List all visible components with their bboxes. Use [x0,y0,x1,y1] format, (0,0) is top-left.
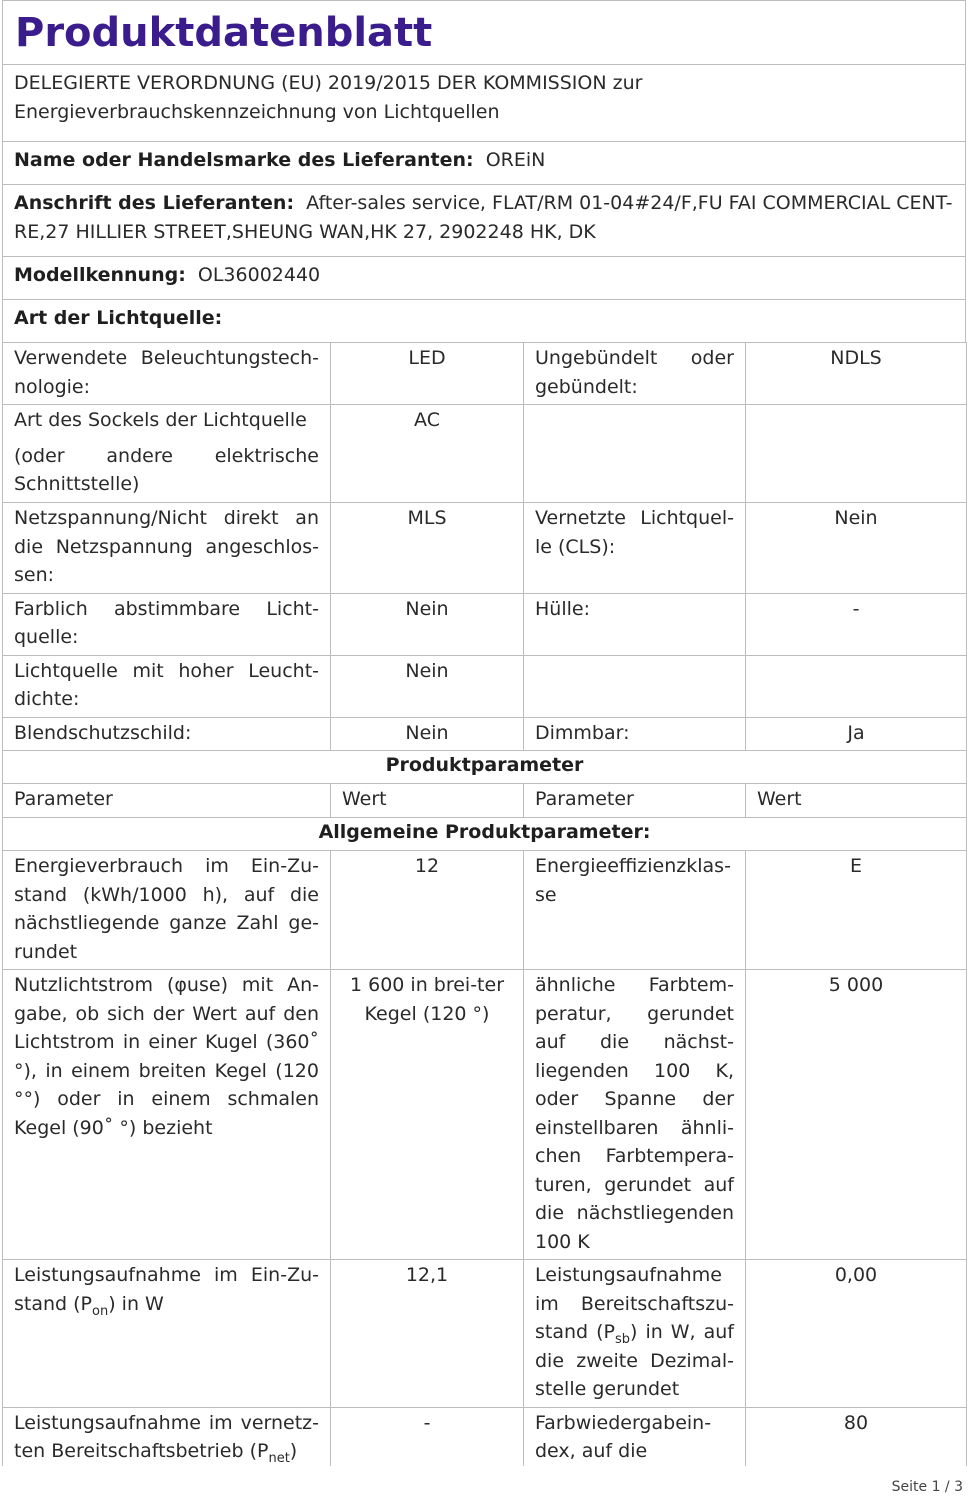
light-source-type-label: Art der Lichtquelle: [14,307,223,329]
section-header-row [3,818,967,851]
supplier-address-label: Anschrift des Lieferanten: [14,192,295,214]
supplier-address-line-2: RE,27 HILLIER STREET,SHEUNG WAN,HK 27, 2902248 HK, DK [14,220,596,243]
supplier-name-label: Name oder Handelsmarke des Lieferanten: [14,149,474,171]
value-cell: Nein [331,593,524,655]
value-cell: Nein [746,503,967,594]
regulation-line-1: DELEGIERTE VERORDNUNG (EU) 2019/2015 DER KOMMISSION zur [14,72,643,94]
param-subscript: sb [614,1331,631,1347]
type-table [2,342,967,1488]
table-row [3,717,967,751]
value-cell: MLS [331,503,524,594]
table-row [3,655,967,717]
param-cell: Lichtquelle mit hoher Leucht-dichte: [3,655,331,717]
product-params-header: Produktparameter [3,751,967,784]
regulation-line-2: Energieverbrauchskennzeichnung von Lichtquellen [14,100,500,123]
value-cell: 12,1 [331,1260,524,1408]
value-cell: AC [331,405,524,503]
table-row [3,851,967,970]
param-cell: Blendschutzschild: [3,717,331,751]
param-cell: Energieverbrauch im Ein-Zu-stand (kWh/1000 h), auf die nächstliegende ganze Zahl ge-rundet [3,851,331,970]
param-text: ) in W, auf die zweite Dezimal-stelle gerundet [535,1321,734,1400]
param-cell [524,1260,746,1408]
param-cell: Verwendete Beleuchtungstech-nologie: [3,343,331,405]
model-row [2,256,966,299]
value-cell: 5 000 [746,970,967,1260]
param-text: Leistungsaufnahme im Bereitschaftszu-stand (P [535,1264,734,1343]
supplier-name-value: OREiN [485,149,546,171]
param-text: ) in W [108,1292,164,1315]
value-cell [746,655,967,717]
param-cell [524,655,746,717]
table-row [3,1260,967,1408]
page-number: Seite 1 / 3 [891,1479,963,1495]
param-cell: Farblich abstimmbare Licht-quelle: [3,593,331,655]
param-subscript: net [268,1450,290,1466]
param-cell [524,405,746,503]
value-cell: NDLS [746,343,967,405]
param-cell: Dimmbar: [524,717,746,751]
table-row [3,503,967,594]
param-text: ) [289,1440,298,1462]
model-value: OL36002440 [197,264,321,286]
param-cell: Farbwiedergabein-dex, auf die [524,1407,746,1487]
column-header-param: Parameter [3,784,331,818]
column-header-value-2: Wert [746,784,967,818]
supplier-address-line-1: After-sales service, FLAT/RM 01-04#24/F,FU FAI COMMERCIAL CENT- [306,192,953,214]
value-cell: - [331,1407,524,1487]
section-header-row [3,751,967,784]
param-cell: Vernetzte Lichtquel-le (CLS): [524,503,746,594]
data-sheet [2,0,966,1488]
regulation-row [2,64,966,141]
general-params-header: Allgemeine Produktparameter: [3,818,967,851]
value-cell: 1 600 in brei-ter Kegel (120 °) [331,970,524,1260]
value-cell: - [746,593,967,655]
table-row [3,593,967,655]
supplier-address-row [2,184,966,256]
param-cell: Hülle: [524,593,746,655]
value-cell: Nein [331,655,524,717]
param-cell [3,405,331,503]
value-cell: 12 [331,851,524,970]
value-cell: E [746,851,967,970]
supplier-name-row [2,141,966,184]
value-cell: Nein [331,717,524,751]
param-text: Leistungsaufnahme im vernetz-ten Bereitschaftsbetrieb (P [14,1411,319,1462]
page-title: Produktdatenblatt [2,0,966,64]
param-cell [3,1260,331,1408]
param-cell: ähnliche Farbtem-peratur, gerundet auf die nächst-liegenden 100 K, oder Spanne der einstellbaren ähnli-chen Farbtempera-turen, gerundet auf die nächstliegenden 100 K [524,970,746,1260]
table-row [3,970,967,1260]
table-row [3,405,967,503]
param-text: Leistungsaufnahme im Ein-Zu-stand (P [14,1264,319,1315]
param-cell: Nutzlichtstrom (φuse) mit An-gabe, ob sich der Wert auf den Lichtstrom in einer Kugel (360˚ °), in einem breiten Kegel (120 °°) oder in einem schmalen Kegel (90˚ °) bezieht [3,970,331,1260]
value-cell: LED [331,343,524,405]
param-text: (oder andere elektrische Schnittstelle) [14,444,319,495]
page-bottom-margin [0,1466,969,1500]
value-cell: 80 [746,1407,967,1487]
light-source-type-row [2,299,966,342]
param-cell: Netzspannung/Nicht direkt an die Netzspannung angeschlos-sen: [3,503,331,594]
value-cell: 0,00 [746,1260,967,1408]
column-header-row [3,784,967,818]
param-cell: Energieeffizienzklas-se [524,851,746,970]
param-cell: Ungebündelt oder gebündelt: [524,343,746,405]
column-header-param-2: Parameter [524,784,746,818]
column-header-value: Wert [331,784,524,818]
param-text: Art des Sockels der Lichtquelle [14,409,307,431]
value-cell [746,405,967,503]
value-cell: Ja [746,717,967,751]
model-label: Modellkennung: [14,264,186,286]
param-subscript: on [92,1303,109,1319]
table-row [3,343,967,405]
